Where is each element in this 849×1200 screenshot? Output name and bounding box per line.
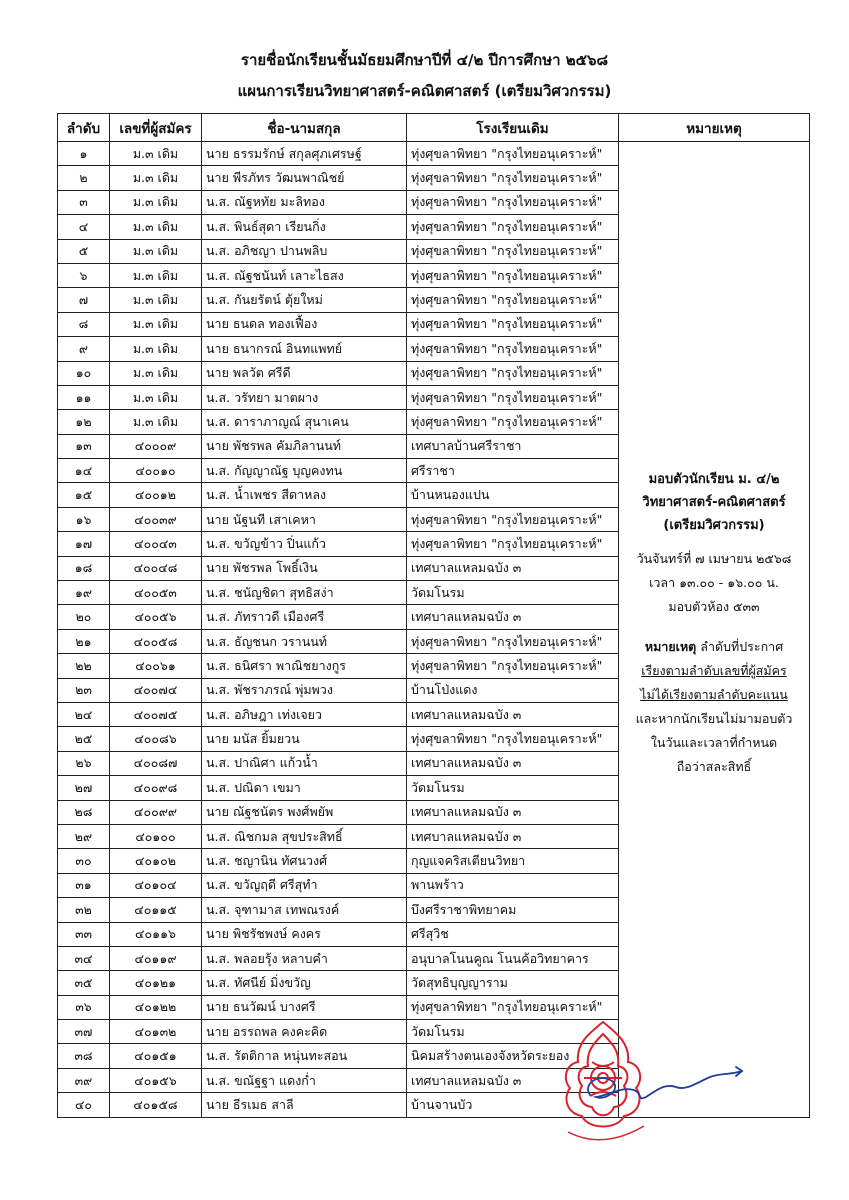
note-label: หมายเหตุ — [644, 639, 697, 654]
former-school-cell: เทศบาลแหลมฉบัง ๓ — [407, 751, 619, 775]
order-cell: ๑๐ — [58, 361, 110, 385]
former-school-cell: วัดมโนรม — [407, 581, 619, 605]
remark-heading-line3: (เตรียมวิศวกรรม) — [663, 518, 765, 533]
student-name-cell: น.ส. ณัฐหทัย มะลิทอง — [202, 190, 407, 214]
former-school-cell: บ้านโป่งแดง — [407, 678, 619, 702]
applicant-number-cell: ๔๐๐๕๓ — [110, 581, 202, 605]
former-school-cell: ทุ่งศุขลาพิทยา "กรุงไทยอนุเคราะห์" — [407, 727, 619, 751]
student-name-cell: นาย ธรรมรักษ์ สกุลศุภเศรษฐ์ — [202, 142, 407, 166]
remark-cell — [619, 142, 810, 1118]
order-cell: ๓๘ — [58, 1044, 110, 1068]
former-school-cell: พานพร้าว — [407, 873, 619, 897]
applicant-number-cell: ๔๐๐๐๙ — [110, 434, 202, 458]
former-school-cell: เทศบาลแหลมฉบัง ๓ — [407, 556, 619, 580]
student-name-cell: น.ส. ขวัญข้าว ปิ่นแก้ว — [202, 532, 407, 556]
former-school-cell: ทุ่งศุขลาพิทยา "กรุงไทยอนุเคราะห์" — [407, 215, 619, 239]
former-school-cell: เทศบาลแหลมฉบัง ๓ — [407, 605, 619, 629]
former-school-cell: อนุบาลโนนคูณ โนนค้อวิทยาคาร — [407, 946, 619, 970]
note-line2: เรียงตามลำดับเลขที่ผู้สมัคร — [641, 663, 787, 678]
former-school-cell: ทุ่งศุขลาพิทยา "กรุงไทยอนุเคราะห์" — [407, 410, 619, 434]
order-cell: ๔ — [58, 215, 110, 239]
former-school-cell: วัดมโนรม — [407, 776, 619, 800]
note-line6: ถือว่าสละสิทธิ์ — [676, 759, 752, 774]
student-name-cell: น.ส. ชญานิน ทัศนวงศ์ — [202, 849, 407, 873]
student-name-cell: นาย ธนวัฒน์ บางศรี — [202, 995, 407, 1019]
order-cell: ๒๐ — [58, 605, 110, 629]
order-cell: ๒๕ — [58, 727, 110, 751]
student-name-cell: นาย พิชรัชพงษ์ คงคร — [202, 922, 407, 946]
header-remark: หมายเหตุ — [619, 114, 810, 142]
order-cell: ๓๗ — [58, 1020, 110, 1044]
former-school-cell: ทุ่งศุขลาพิทยา "กรุงไทยอนุเคราะห์" — [407, 507, 619, 531]
applicant-number-cell: ๔๐๐๔๓ — [110, 532, 202, 556]
applicant-number-cell: ม.๓ เดิม — [110, 190, 202, 214]
document-title: รายชื่อนักเรียนชั้นมัธยมศึกษาปีที่ ๔/๒ ปีการศึกษา ๒๕๖๘ — [240, 51, 609, 69]
order-cell: ๙ — [58, 337, 110, 361]
former-school-cell: ทุ่งศุขลาพิทยา "กรุงไทยอนุเคราะห์" — [407, 385, 619, 409]
note-line5: ในวันและเวลาที่กำหนด — [650, 735, 778, 750]
note-text1: ลำดับที่ประกาศ — [700, 639, 784, 654]
order-cell: ๖ — [58, 263, 110, 287]
former-school-cell: ศรีราชา — [407, 459, 619, 483]
former-school-cell: ทุ่งศุขลาพิทยา "กรุงไทยอนุเคราะห์" — [407, 995, 619, 1019]
applicant-number-cell: ม.๓ เดิม — [110, 385, 202, 409]
order-cell: ๓๒ — [58, 898, 110, 922]
former-school-cell: นิคมสร้างตนเองจังหวัดระยอง — [407, 1044, 619, 1068]
order-cell: ๑๙ — [58, 581, 110, 605]
student-name-cell: นาย ณัฐชนัตร พงศ์พยัพ — [202, 800, 407, 824]
report-room: มอบตัวห้อง ๕๓๓ — [668, 599, 760, 614]
student-name-cell: น.ส. ปาณิศา แก้วน้ำ — [202, 751, 407, 775]
applicant-number-cell: ๔๐๑๐๐ — [110, 824, 202, 848]
order-cell: ๑๘ — [58, 556, 110, 580]
former-school-cell: ทุ่งศุขลาพิทยา "กรุงไทยอนุเคราะห์" — [407, 312, 619, 336]
order-cell: ๒๑ — [58, 629, 110, 653]
applicant-number-cell: ๔๐๑๒๑ — [110, 971, 202, 995]
report-date: วันจันทร์ที่ ๗ เมษายน ๒๕๖๘ — [636, 551, 792, 566]
order-cell: ๑๖ — [58, 507, 110, 531]
order-cell: ๓ — [58, 190, 110, 214]
remark-heading-line1: มอบตัวนักเรียน ม. ๔/๒ — [648, 472, 780, 487]
student-name-cell: นาย พัชรพล คัมภิลานนท์ — [202, 434, 407, 458]
student-name-cell: น.ส. ดาราภาญณ์ สุนาเคน — [202, 410, 407, 434]
student-name-cell: นาย พลวัต ศรีดี — [202, 361, 407, 385]
table-body — [58, 142, 810, 1118]
order-cell: ๑๑ — [58, 385, 110, 409]
order-cell: ๓๕ — [58, 971, 110, 995]
document-subtitle: แผนการเรียนวิทยาศาสตร์-คณิตศาสตร์ (เตรียมวิศวกรรม) — [237, 82, 612, 100]
order-cell: ๑๕ — [58, 483, 110, 507]
former-school-cell: ทุ่งศุขลาพิทยา "กรุงไทยอนุเคราะห์" — [407, 654, 619, 678]
former-school-cell: เทศบาลแหลมฉบัง ๓ — [407, 702, 619, 726]
order-cell: ๑๔ — [58, 459, 110, 483]
applicant-number-cell: ๔๐๐๗๔ — [110, 678, 202, 702]
order-cell: ๒๘ — [58, 800, 110, 824]
table-row — [58, 142, 810, 166]
signature-mark — [560, 1065, 750, 1110]
former-school-cell: กุญแจคริสเตียนวิทยา — [407, 849, 619, 873]
order-cell: ๘ — [58, 312, 110, 336]
former-school-cell: ศรีสุวิช — [407, 922, 619, 946]
applicant-number-cell: ม.๓ เดิม — [110, 361, 202, 385]
former-school-cell: ทุ่งศุขลาพิทยา "กรุงไทยอนุเคราะห์" — [407, 166, 619, 190]
order-cell: ๒๙ — [58, 824, 110, 848]
note-line4: และหากนักเรียนไม่มามอบตัว — [635, 711, 793, 726]
applicant-number-cell: ๔๐๑๒๒ — [110, 995, 202, 1019]
order-cell: ๑๗ — [58, 532, 110, 556]
header-order: ลำดับ — [58, 114, 110, 142]
student-name-cell: น.ส. อภิชญา ปานพลิบ — [202, 239, 407, 263]
order-cell: ๒๓ — [58, 678, 110, 702]
former-school-cell: บ้านจานบัว — [407, 1093, 619, 1117]
student-name-cell: น.ส. พลอยรุ้ง หลาบคำ — [202, 946, 407, 970]
applicant-number-cell: ๔๐๐๑๐ — [110, 459, 202, 483]
former-school-cell: บ้านหนองแปน — [407, 483, 619, 507]
applicant-number-cell: ๔๐๑๕๑ — [110, 1044, 202, 1068]
student-name-cell: น.ส. ณิชกมล สุขประสิทธิ์ — [202, 824, 407, 848]
applicant-number-cell: ม.๓ เดิม — [110, 142, 202, 166]
report-time: เวลา ๑๓.๐๐ - ๑๖.๐๐ น. — [649, 575, 779, 590]
applicant-number-cell: ๔๐๐๕๖ — [110, 605, 202, 629]
former-school-cell: ทุ่งศุขลาพิทยา "กรุงไทยอนุเคราะห์" — [407, 629, 619, 653]
applicant-number-cell: ๔๐๑๑๖ — [110, 922, 202, 946]
applicant-number-cell: ๔๐๑๕๖ — [110, 1068, 202, 1092]
header-former-school: โรงเรียนเดิม — [407, 114, 619, 142]
student-name-cell: น.ส. วรัทยา มาตผาง — [202, 385, 407, 409]
applicant-number-cell: ม.๓ เดิม — [110, 215, 202, 239]
order-cell: ๒๗ — [58, 776, 110, 800]
order-cell: ๒๔ — [58, 702, 110, 726]
applicant-number-cell: ๔๐๑๑๕ — [110, 898, 202, 922]
order-cell: ๗ — [58, 288, 110, 312]
student-name-cell: น.ส. น้ำเพชร สีดาหลง — [202, 483, 407, 507]
order-cell: ๕ — [58, 239, 110, 263]
order-cell: ๒๖ — [58, 751, 110, 775]
student-name-cell: น.ส. ชนัญชิดา สุทธิสง่า — [202, 581, 407, 605]
former-school-cell: บึงศรีราชาพิทยาคม — [407, 898, 619, 922]
former-school-cell: เทศบาลบ้านศรีราชา — [407, 434, 619, 458]
order-cell: ๑ — [58, 142, 110, 166]
remark-heading-line2: วิทยาศาสตร์-คณิตศาสตร์ — [642, 495, 786, 510]
student-roster-table — [57, 113, 810, 1118]
applicant-number-cell: ๔๐๑๑๙ — [110, 946, 202, 970]
applicant-number-cell: ๔๐๐๙๘ — [110, 776, 202, 800]
order-cell: ๓๑ — [58, 873, 110, 897]
former-school-cell: วัดมโนรม — [407, 1020, 619, 1044]
student-name-cell: นาย อรรถพล คงคะคิด — [202, 1020, 407, 1044]
former-school-cell: ทุ่งศุขลาพิทยา "กรุงไทยอนุเคราะห์" — [407, 288, 619, 312]
student-name-cell: น.ส. ธนิศรา พาณิชยางกูร — [202, 654, 407, 678]
applicant-number-cell: ๔๐๑๐๔ — [110, 873, 202, 897]
applicant-number-cell: ม.๓ เดิม — [110, 410, 202, 434]
former-school-cell: ทุ่งศุขลาพิทยา "กรุงไทยอนุเคราะห์" — [407, 239, 619, 263]
student-name-cell: น.ส. รัตติกาล หนุ่นทะสอน — [202, 1044, 407, 1068]
order-cell: ๑๓ — [58, 434, 110, 458]
former-school-cell: ทุ่งศุขลาพิทยา "กรุงไทยอนุเคราะห์" — [407, 142, 619, 166]
applicant-number-cell: ม.๓ เดิม — [110, 312, 202, 336]
former-school-cell: เทศบาลแหลมฉบัง ๓ — [407, 824, 619, 848]
order-cell: ๓๖ — [58, 995, 110, 1019]
student-name-cell: นาย ธนดล ทองเฟื้อง — [202, 312, 407, 336]
table-header-row — [58, 114, 810, 142]
student-name-cell: นาย นัฐนที เสาเคหา — [202, 507, 407, 531]
order-cell: ๓๔ — [58, 946, 110, 970]
student-name-cell: น.ส. ภัทราวดี เมืองศรี — [202, 605, 407, 629]
order-cell: ๓๓ — [58, 922, 110, 946]
applicant-number-cell: ๔๐๑๕๘ — [110, 1093, 202, 1117]
student-name-cell: น.ส. ปณิดา เขมา — [202, 776, 407, 800]
applicant-number-cell: ๔๐๑๐๒ — [110, 849, 202, 873]
student-name-cell: น.ส. อภิษฎา เท่งเจยว — [202, 702, 407, 726]
student-name-cell: นาย พีรภัทร วัฒนพาณิชย์ — [202, 166, 407, 190]
order-cell: ๔๐ — [58, 1093, 110, 1117]
applicant-number-cell: ๔๐๐๘๗ — [110, 751, 202, 775]
student-name-cell: น.ส. ทัศนีย์ มิ่งขวัญ — [202, 971, 407, 995]
applicant-number-cell: ๔๐๐๙๙ — [110, 800, 202, 824]
former-school-cell: ทุ่งศุขลาพิทยา "กรุงไทยอนุเคราะห์" — [407, 263, 619, 287]
applicant-number-cell: ม.๓ เดิม — [110, 239, 202, 263]
student-name-cell: น.ส. กัญญาณัฐ บุญคงทน — [202, 459, 407, 483]
student-name-cell: น.ส. จุฑามาส เทพณรงค์ — [202, 898, 407, 922]
applicant-number-cell: ๔๐๑๓๒ — [110, 1020, 202, 1044]
applicant-number-cell: ๔๐๐๓๙ — [110, 507, 202, 531]
former-school-cell: เทศบาลแหลมฉบัง ๓ — [407, 800, 619, 824]
applicant-number-cell: ม.๓ เดิม — [110, 166, 202, 190]
applicant-number-cell: ๔๐๐๖๑ — [110, 654, 202, 678]
former-school-cell: ทุ่งศุขลาพิทยา "กรุงไทยอนุเคราะห์" — [407, 361, 619, 385]
student-name-cell: นาย ธนากรณ์ อินทแพทย์ — [202, 337, 407, 361]
applicant-number-cell: ๔๐๐๘๖ — [110, 727, 202, 751]
former-school-cell: เทศบาลแหลมฉบัง ๓ — [407, 1068, 619, 1092]
former-school-cell: วัดสุทธิบุญญาราม — [407, 971, 619, 995]
student-name-cell: น.ส. พินธ์สุดา เรียนกิ่ง — [202, 215, 407, 239]
student-name-cell: นาย มนัส ยิ้มยวน — [202, 727, 407, 751]
former-school-cell: ทุ่งศุขลาพิทยา "กรุงไทยอนุเคราะห์" — [407, 532, 619, 556]
student-name-cell: นาย ธีรเมธ สาลี — [202, 1093, 407, 1117]
former-school-cell: ทุ่งศุขลาพิทยา "กรุงไทยอนุเคราะห์" — [407, 337, 619, 361]
header-applicant-number: เลขที่ผู้สมัคร — [110, 114, 202, 142]
remark-block — [623, 468, 805, 779]
order-cell: ๓๐ — [58, 849, 110, 873]
order-cell: ๑๒ — [58, 410, 110, 434]
former-school-cell: ทุ่งศุขลาพิทยา "กรุงไทยอนุเคราะห์" — [407, 190, 619, 214]
applicant-number-cell: ๔๐๐๕๘ — [110, 629, 202, 653]
student-name-cell: น.ส. พัชราภรณ์ พุ่มพวง — [202, 678, 407, 702]
note-line3: ไม่ได้เรียงตามลำดับคะแนน — [640, 687, 788, 702]
student-name-cell: น.ส. ขวัญฤดี ศรีสุทำ — [202, 873, 407, 897]
student-name-cell: น.ส. กันยรัตน์ ตุ้ยใหม่ — [202, 288, 407, 312]
header-full-name: ชื่อ-นามสกุล — [202, 114, 407, 142]
student-name-cell: นาย พัชรพล โพธิ์เงิน — [202, 556, 407, 580]
applicant-number-cell: ม.๓ เดิม — [110, 337, 202, 361]
order-cell: ๒ — [58, 166, 110, 190]
applicant-number-cell: ม.๓ เดิม — [110, 263, 202, 287]
note-line1 — [623, 635, 805, 659]
applicant-number-cell: ๔๐๐๑๒ — [110, 483, 202, 507]
applicant-number-cell: ๔๐๐๗๕ — [110, 702, 202, 726]
student-name-cell: น.ส. ธัญชนก วรานนท์ — [202, 629, 407, 653]
applicant-number-cell: ๔๐๐๔๘ — [110, 556, 202, 580]
order-cell: ๒๒ — [58, 654, 110, 678]
student-name-cell: น.ส. ณัฐชนันท์ เลาะไธสง — [202, 263, 407, 287]
student-name-cell: น.ส. ขณัฐฐา แดงก่ำ — [202, 1068, 407, 1092]
applicant-number-cell: ม.๓ เดิม — [110, 288, 202, 312]
order-cell: ๓๙ — [58, 1068, 110, 1092]
